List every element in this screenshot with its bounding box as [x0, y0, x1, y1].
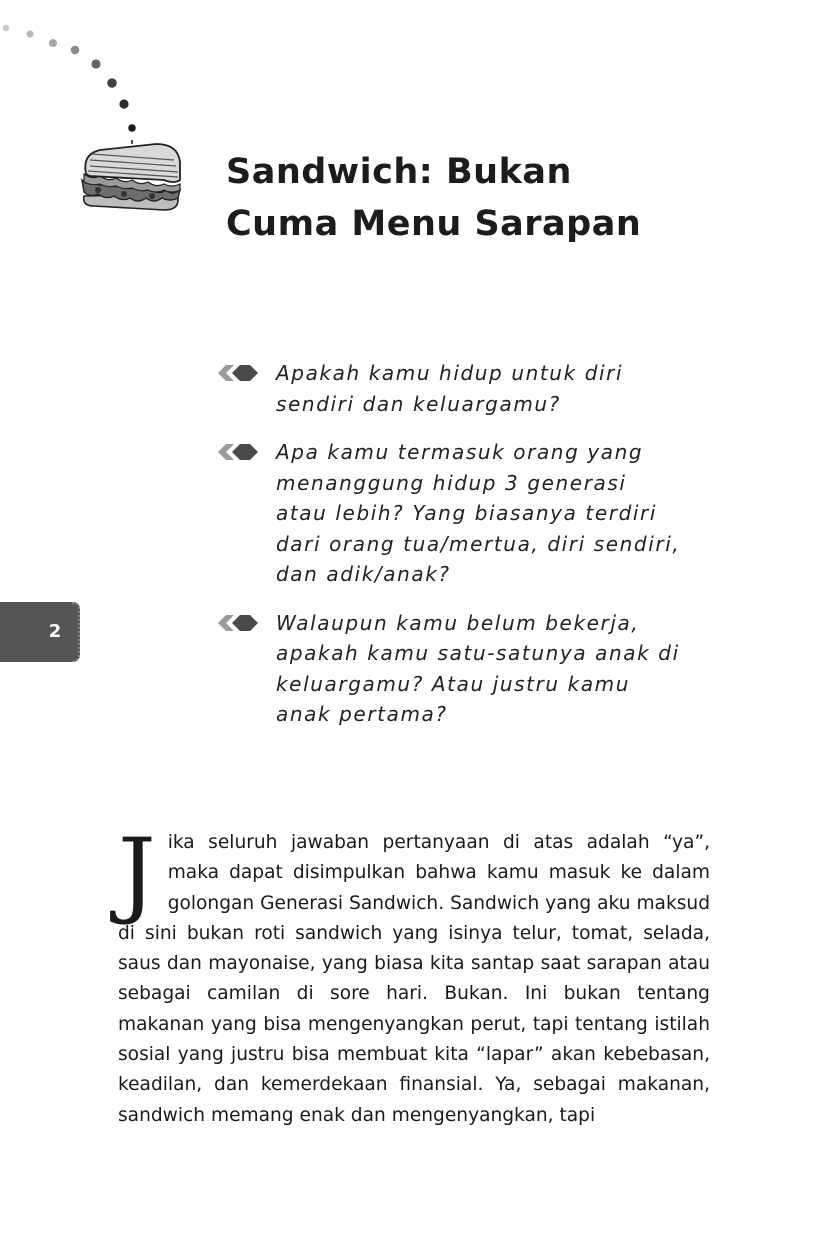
body-paragraph: [118, 819, 710, 1131]
list-item: [214, 437, 684, 590]
list-item: [214, 358, 684, 419]
double-chevron-bullet-icon: [216, 363, 258, 383]
sandwich-icon: [78, 140, 186, 212]
question-text: Walaupun kamu belum bekerja, apakah kamu satu-satunya anak di keluargamu? Atau justru kamu anak pertama?: [276, 610, 680, 726]
drop-cap: J: [118, 819, 156, 928]
page-number: 2: [48, 621, 62, 642]
chapter-title: Sandwich: Bukan Cuma Menu Sarapan: [226, 152, 642, 244]
question-text: Apa kamu termasuk orang yang menanggung hidup 3 generasi atau lebih? Yang biasanya terdiri dari orang tua/mertua, diri sendiri, dan adik/anak?: [276, 440, 681, 586]
dotted-arc-icon: [0, 0, 200, 150]
body-text: ika seluruh jawaban pertanyaan di atas adalah “ya”, maka dapat disimpulkan bahwa kamu masuk ke dalam golongan Generasi Sandwich. Sandwich yang aku maksud di sini bukan roti sandwich yang isinya telur, tomat, selada, saus dan mayonaise, yang biasa kita santap saat sarapan atau sebagai camilan di sore hari. Bukan. Ini bukan tentang makanan yang bisa mengenyangkan perut, tapi tentang istilah sosial yang justru bisa membuat kita “lapar” akan kebebasan, keadilan, dan kemerdekaan finansial. Ya, sebagai makanan, sandwich memang enak dan mengenyangkan, tapi: [118, 832, 710, 1126]
double-chevron-bullet-icon: [216, 442, 258, 462]
question-text: Apakah kamu hidup untuk diri sendiri dan keluargamu?: [276, 361, 624, 416]
double-chevron-bullet-icon: [216, 613, 258, 633]
question-list: [214, 358, 684, 730]
list-item: [214, 608, 684, 730]
